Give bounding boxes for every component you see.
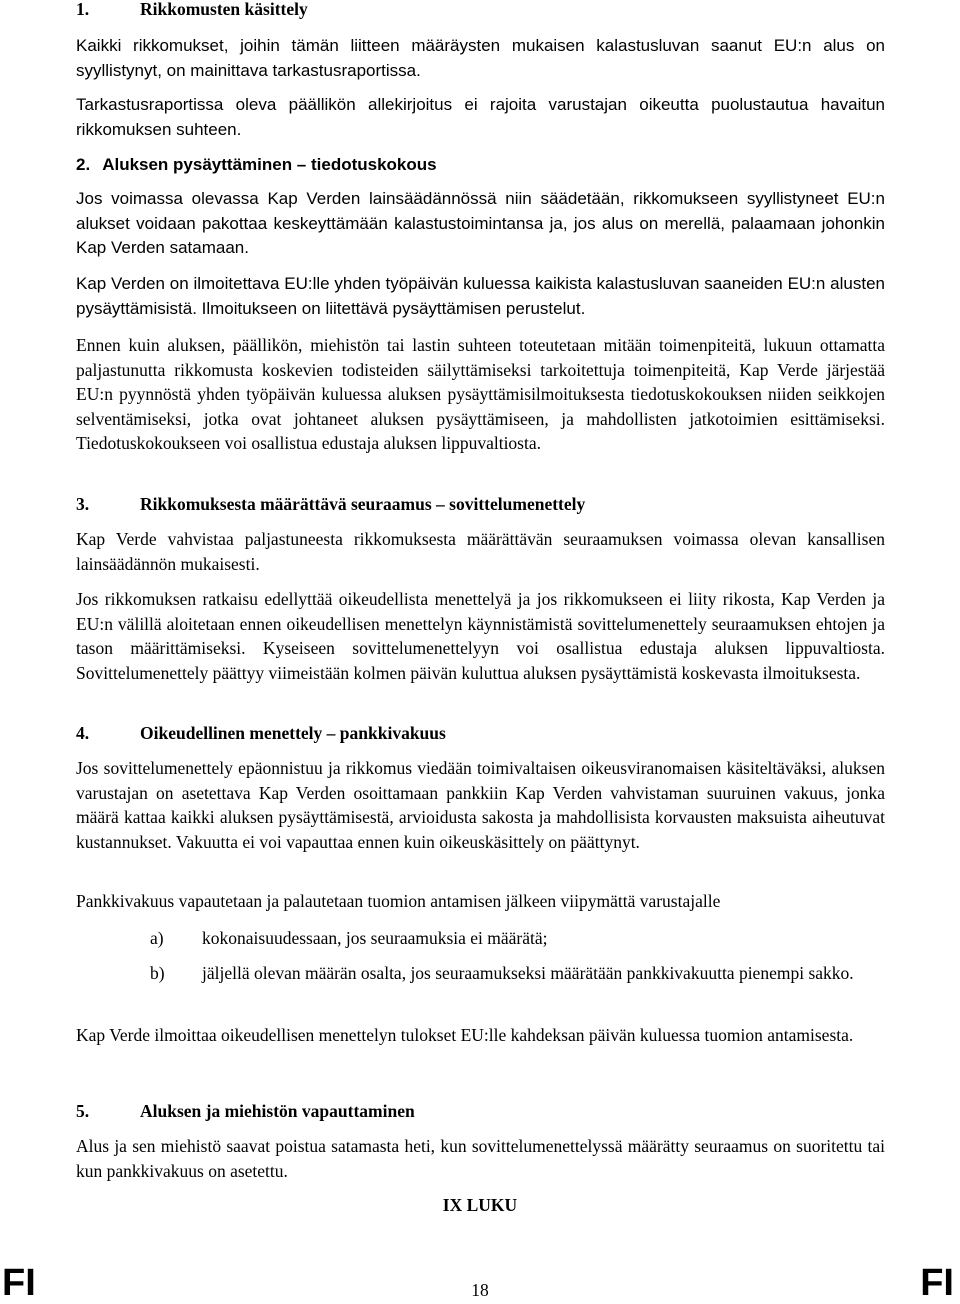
section-title: Aluksen ja miehistön vapauttaminen	[140, 1101, 415, 1121]
section-number: 5.	[76, 1101, 90, 1121]
footer-language-mark-right: FI	[920, 1262, 954, 1304]
section-title: Rikkomusten käsittely	[140, 0, 308, 19]
section-title: Rikkomuksesta määrättävä seuraamus – sovittelumenettely	[140, 494, 586, 514]
section-number: 2.	[76, 155, 91, 174]
paragraph: Tarkastusraportissa oleva päällikön allekirjoitus ei rajoita varustajan oikeutta puolustautua havaitun rikkomuksen suhteen.	[76, 95, 885, 139]
list-item-b	[150, 961, 885, 986]
section-2-heading	[76, 153, 885, 178]
paragraph: Jos voimassa olevassa Kap Verden lainsäädännössä niin säädetään, rikkomukseen syyllistyneet EU:n alukset voidaan pakottaa keskeyttämään kalastustoimintansa ja, jos alus on merellä, palaamaan johonkin Kap Verden satamaan.	[76, 189, 885, 257]
section-5-heading	[76, 1099, 885, 1124]
paragraph: Jos rikkomuksen ratkaisu edellyttää oikeudellista menettelyä ja jos rikkomukseen ei liity rikosta, Kap Verden ja EU:n välillä aloitetaan ennen oikeudellisen menettelyn käynnistämistä sovittelumenettely seuraamuksen ehtojen ja tason määrittämiseksi. Kyseiseen sovittelumenettelyyn voi osallistua edustaja aluksen lippuvaltiosta. Sovittelumenettely päättyy viimeistään kolmen päivän kuluttua aluksen pysäyttämistä koskevasta ilmoituksesta.	[76, 589, 885, 683]
section-number: 1.	[76, 0, 90, 19]
section-title: Oikeudellinen menettely – pankkivakuus	[140, 723, 446, 743]
paragraph: Jos sovittelumenettely epäonnistuu ja rikkomus viedään toimivaltaisen oikeusviranomaisen käsiteltäväksi, aluksen varustajan on asetettava Kap Verden osoittamaan pankkiin Kap Verden vahvistaman suuruinen vakuus, jonka määrä kattaa kaikki aluksen pysäyttämisestä, arvioidusta sakosta ja mahdollisista korvausten maksuista aiheutuvat kustannukset. Vakuutta ei voi vapauttaa ennen kuin oikeuskäsittely on päättynyt.	[76, 758, 885, 852]
paragraph: Kaikki rikkomukset, joihin tämän liitteen määräysten mukaisen kalastusluvan saanut EU:n alus on syyllistynyt, on mainittava tarkastusraportissa.	[76, 36, 885, 80]
page-number: 18	[471, 1280, 489, 1300]
list-marker: b)	[150, 963, 165, 983]
paragraph: Kap Verde vahvistaa paljastuneesta rikkomuksesta määrättävän seuraamuksen voimassa olevan kansallisen lainsäädännön mukaisesti.	[76, 529, 885, 574]
paragraph: Kap Verden on ilmoitettava EU:lle yhden työpäivän kuluessa kaikista kalastusluvan saaneiden EU:n alusten pysäyttämisistä. Ilmoitukseen on liitettävä pysäyttämisen perustelut.	[76, 274, 885, 318]
paragraph: Pankkivakuus vapautetaan ja palautetaan tuomion antamisen jälkeen viipymättä varustajalle	[76, 891, 721, 911]
section-number: 4.	[76, 723, 90, 743]
section-title: Aluksen pysäyttäminen – tiedotuskokous	[102, 155, 437, 174]
list-marker: a)	[150, 928, 164, 948]
list-text: jäljellä olevan määrän osalta, jos seuraamukseksi määrätään pankkivakuutta pienempi sakko.	[202, 963, 854, 983]
section-1-heading	[76, 0, 885, 22]
paragraph: Alus ja sen miehistö saavat poistua satamasta heti, kun sovittelumenettelyssä määrätty seuraamus on suoritettu tai kun pankkivakuus on asetettu.	[76, 1136, 885, 1181]
chapter-heading: IX LUKU	[442, 1195, 518, 1215]
section-number: 3.	[76, 494, 90, 514]
list-text: kokonaisuudessaan, jos seuraamuksia ei määrätä;	[202, 928, 548, 948]
section-4-heading	[76, 721, 885, 746]
footer-language-mark-left: FI	[2, 1262, 36, 1304]
paragraph: Ennen kuin aluksen, päällikön, miehistön tai lastin suhteen toteutetaan mitään toimenpiteitä, lukuun ottamatta paljastunutta rikkomusta koskevien todisteiden säilyttämiseksi tarkoitettuja toimenpiteitä, Kap Verde järjestää EU:n pyynnöstä yhden työpäivän kuluessa aluksen pysäyttämisilmoituksesta tiedotuskokouksen niiden seikkojen selventämiseksi, jotka ovat johtaneet aluksen pysäyttämiseen, ja mahdollisten jatkotoimien esittämiseksi. Tiedotuskokoukseen voi osallistua edustaja aluksen lippuvaltiosta.	[76, 335, 885, 453]
list-item-a	[150, 926, 885, 951]
section-3-heading	[76, 492, 885, 517]
paragraph: Kap Verde ilmoittaa oikeudellisen menettelyn tulokset EU:lle kahdeksan päivän kuluessa tuomion antamisesta.	[76, 1025, 854, 1045]
